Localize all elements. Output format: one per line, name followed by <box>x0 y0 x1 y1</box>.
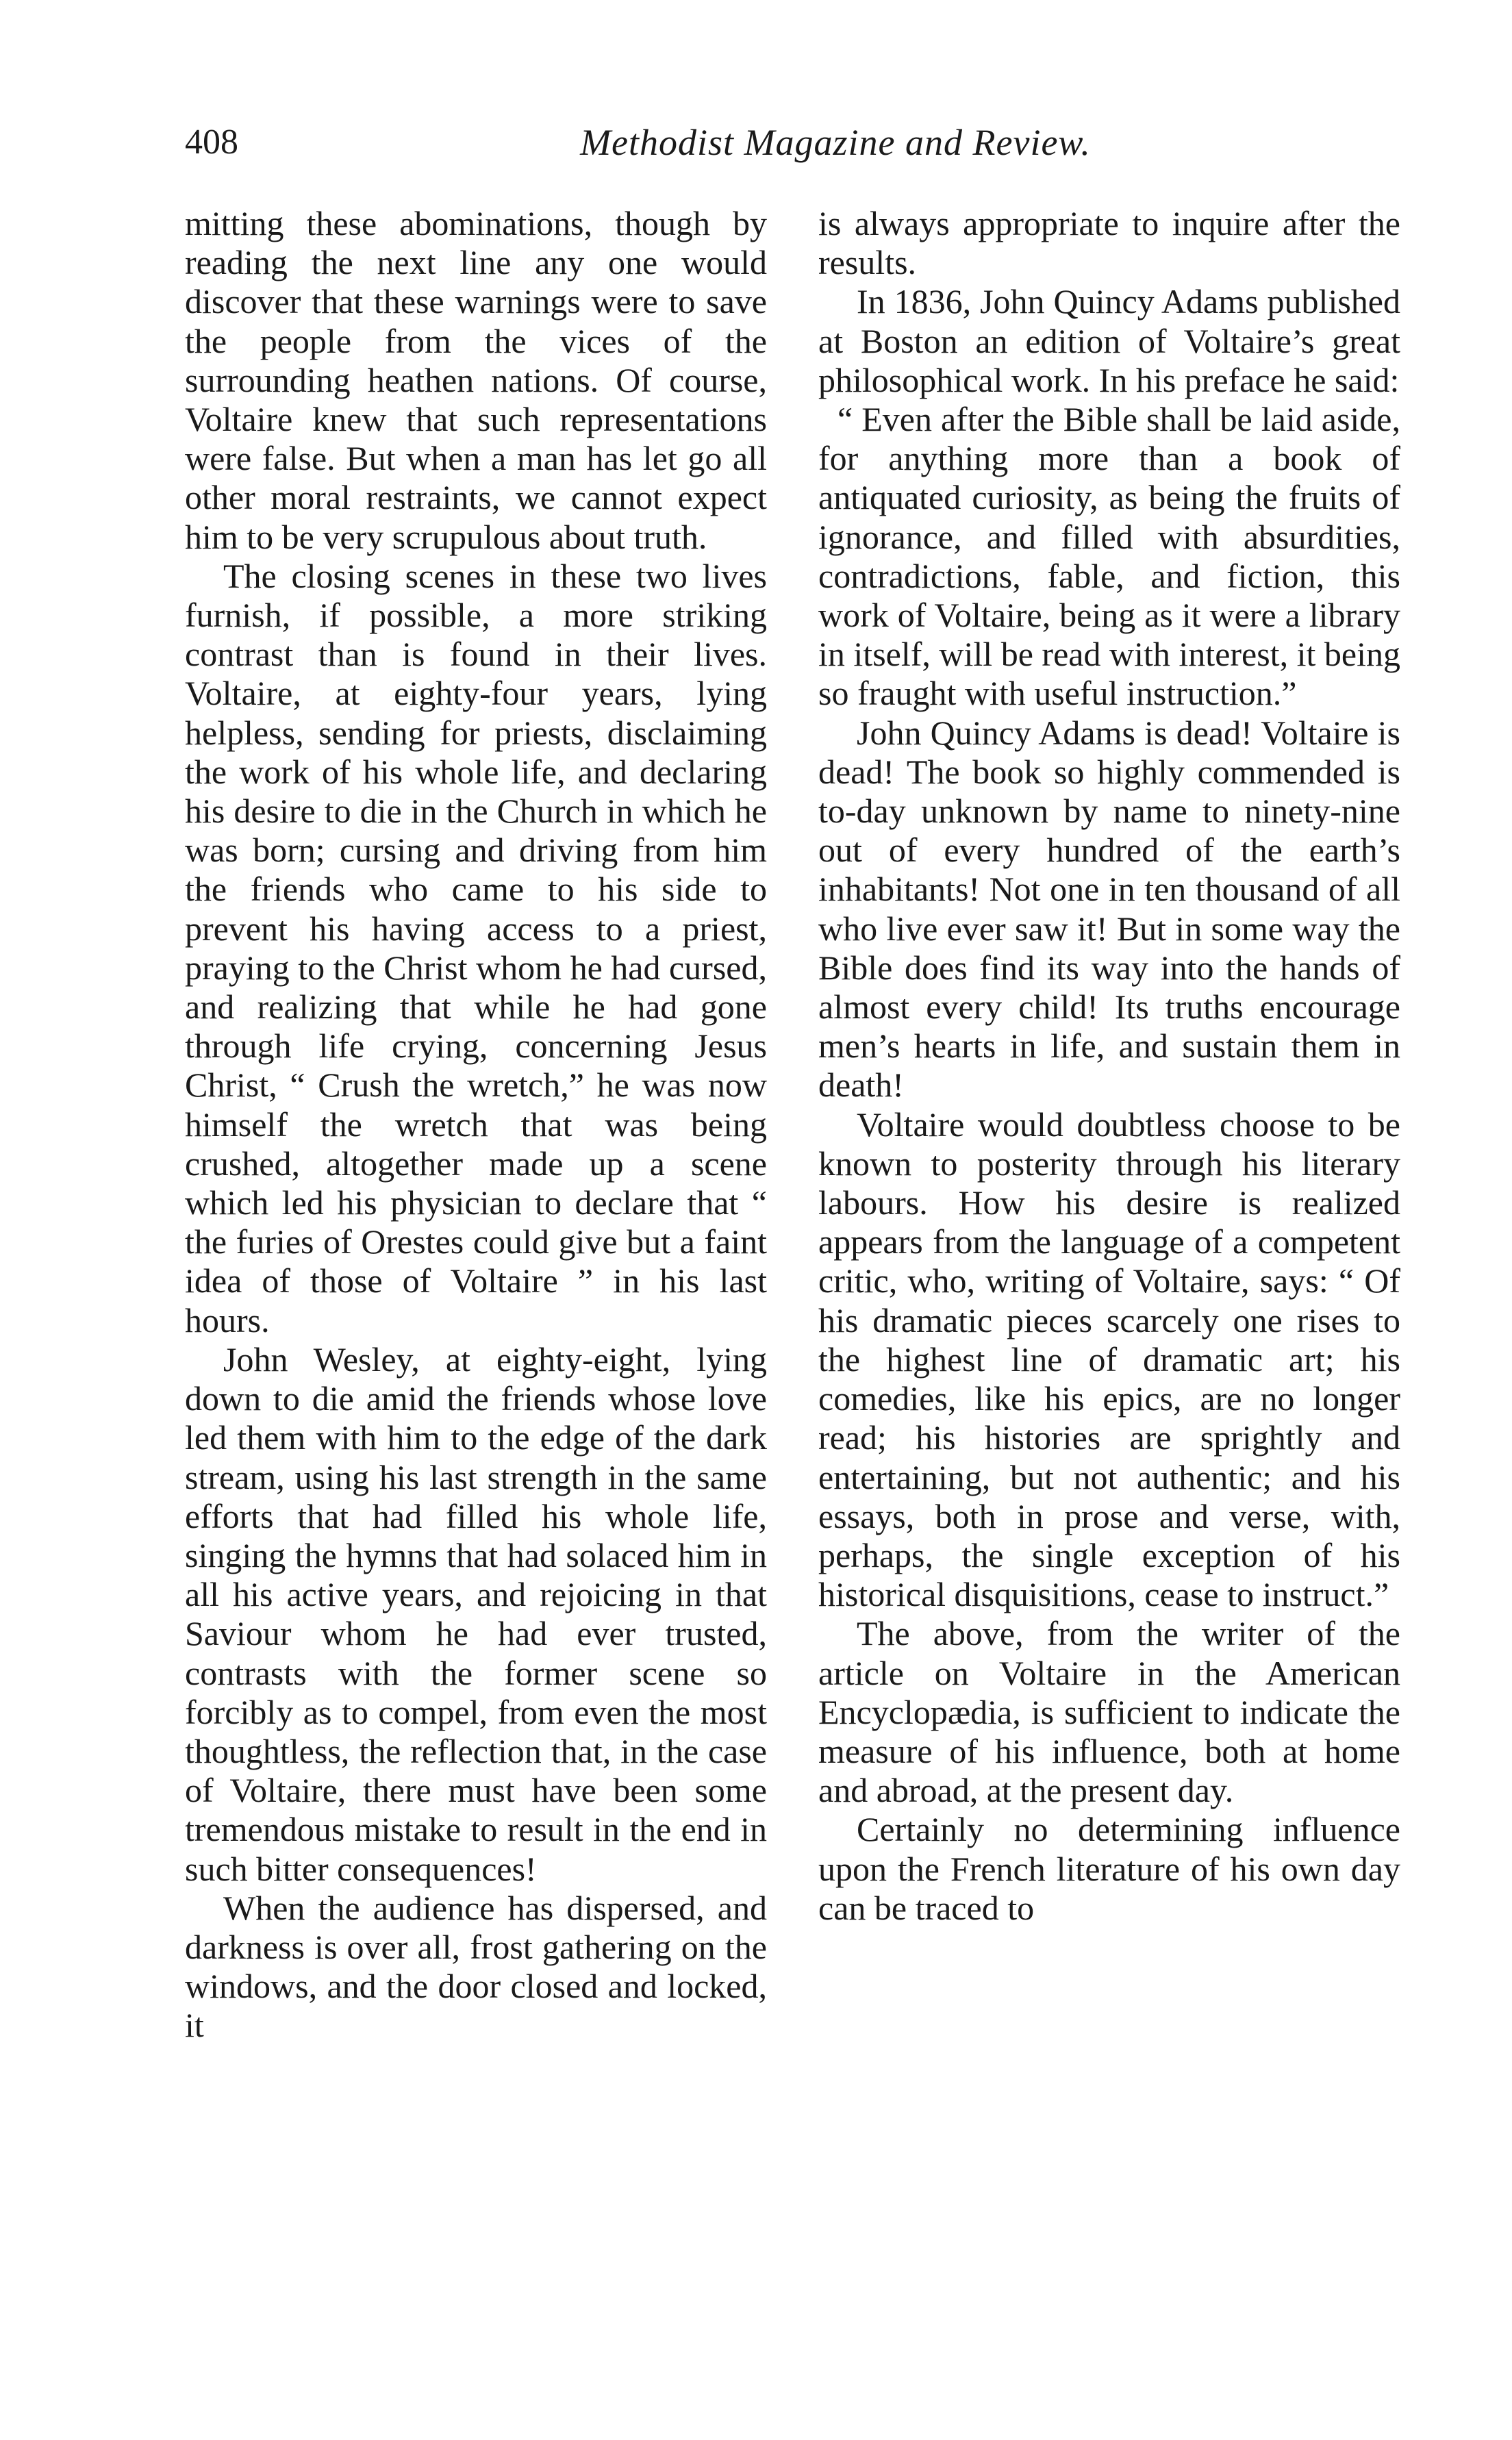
paragraph-continued: mitting these abominations, though by reading the next line any one would discover that these warnings were to save the people from the vices of the surrounding heathen nations. Of course, Voltaire knew that such representations were false. But when a man has let go all other moral restraints, we cannot expect him to be very scrupulous about truth. <box>185 204 767 556</box>
paragraph-closing-scenes: The closing scenes in these two lives furnish, if possible, a more striking contrast than is found in their lives. Voltaire, at eighty-four years, lying helpless, sending for priests, disclaiming the work of his whole life, and declaring his desire to die in the Church in which he was born; cursing and driving from him the friends who came to his side to prevent his having access to a priest, praying to the Christ whom he had cursed, and realizing that while he had gone through life crying, concerning Jesus Christ, “ Crush the wretch,” he was now himself the wretch that was being crushed, altogether made up a scene which led his physician to declare that “ the furies of Orestes could give but a faint idea of those of Voltaire ” in his last hours. <box>185 556 767 1340</box>
running-title: Methodist Magazine and Review. <box>580 122 1091 163</box>
left-column <box>185 204 767 2046</box>
paragraph-results: is always appropriate to inquire after the results. <box>818 204 1400 282</box>
paragraph-adams-edition: In 1836, John Quincy Adams published at Boston an edition of Voltaire’s great philosophical work. In his preface he said: <box>818 282 1400 399</box>
page-header <box>185 115 1404 170</box>
right-column <box>818 204 1400 1928</box>
paragraph-encyclopaedia: The above, from the writer of the article on Voltaire in the American Encyclopædia, is sufficient to indicate the measure of his influence, both at home and abroad, at the present day. <box>818 1614 1400 1810</box>
paragraph-adams-dead: John Quincy Adams is dead! Voltaire is dead! The book so highly commended is to-day unknown by name to ninety-nine out of every hundred of the earth’s inhabitants! Not one in ten thousand of all who live ever saw it! But in some way the Bible does find its way into the hands of almost every child! Its truths encourage men’s hearts in life, and sustain them in death! <box>818 713 1400 1105</box>
paragraph-john-wesley: John Wesley, at eighty-eight, lying down to die amid the friends whose love led them with him to the edge of the dark stream, using his last strength in the same efforts that had filled his whole life, singing the hymns that had solaced him in all his active years, and rejoicing in that Saviour whom he had ever trusted, contrasts with the former scene so forcibly as to compel, from even the most thoughtless, the reflection that, in the case of Voltaire, there must have been some tremendous mistake to result in the end in such bitter consequences! <box>185 1340 767 1888</box>
paragraph-french-literature: Certainly no determining influence upon the French literature of his own day can be traced to <box>818 1810 1400 1927</box>
paragraph-adams-quote: “ Even after the Bible shall be laid aside, for anything more than a book of antiquated curiosity, as being the fruits of ignorance, and filled with absurdities, contradictions, fable, and fiction, this work of Voltaire, being as it were a library in itself, will be read with interest, it being so fraught with useful instruction.” <box>818 400 1400 713</box>
page-number: 408 <box>185 123 238 162</box>
paragraph-literary-labours: Voltaire would doubtless choose to be known to posterity through his literary labours. How his desire is realized appears from the language of a competent critic, who, writing of Voltaire, says: “ Of his dramatic pieces scarcely one rises to the highest line of dramatic art; his comedies, like his epics, are no longer read; his histories are sprightly and entertaining, but not authentic; and his essays, both in prose and verse, with, perhaps, the single exception of his historical disquisitions, cease to instruct.” <box>818 1105 1400 1614</box>
paragraph-audience-dispersed: When the audience has dispersed, and darkness is over all, frost gathering on the windows, and the door closed and locked, it <box>185 1888 767 2045</box>
